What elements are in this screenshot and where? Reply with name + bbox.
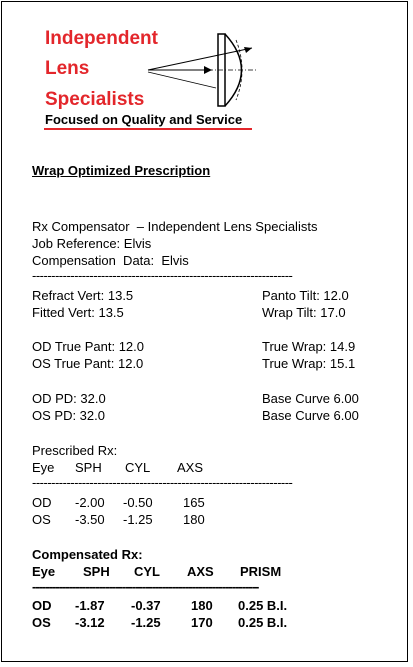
compensated-os-sph: -3.12 bbox=[75, 615, 105, 630]
prescribed-header-axs: AXS bbox=[177, 460, 204, 475]
prescribed-od-axs: 165 bbox=[183, 495, 205, 510]
base-curve-os: Base Curve 6.00 bbox=[262, 408, 359, 423]
prescribed-header-eye: Eye bbox=[32, 460, 55, 475]
compensated-label: Compensated Rx: bbox=[32, 547, 143, 562]
compensated-header-axs: AXS bbox=[187, 564, 214, 579]
compensated-os-eye: OS bbox=[32, 615, 51, 630]
prescribed-od-sph: -2.00 bbox=[75, 495, 105, 510]
compensated-od-prism: 0.25 B.I. bbox=[238, 598, 288, 613]
separator-1: -------------------------------------------------------------------- bbox=[32, 268, 293, 283]
compensated-os-axs: 170 bbox=[191, 615, 213, 630]
lens-diagram-icon bbox=[140, 26, 260, 116]
os-true-pant: OS True Pant: 12.0 bbox=[32, 356, 144, 371]
panto-tilt: Panto Tilt: 12.0 bbox=[262, 288, 349, 303]
compensated-od-sph: -1.87 bbox=[75, 598, 105, 613]
refract-vert: Refract Vert: 13.5 bbox=[32, 288, 134, 303]
compensated-od-cyl: -0.37 bbox=[131, 598, 161, 613]
logo-line-3: Specialists bbox=[45, 89, 145, 110]
prescribed-header-cyl: CYL bbox=[125, 460, 151, 475]
od-pd: OD PD: 32.0 bbox=[32, 391, 106, 406]
separator-3: -------------------------------------------------------------------- bbox=[32, 579, 259, 594]
prescribed-os-sph: -3.50 bbox=[75, 512, 105, 527]
true-wrap-os: True Wrap: 15.1 bbox=[262, 356, 356, 371]
tagline: Focused on Quality and Service bbox=[45, 112, 243, 127]
compensation-data: Compensation Data: Elvis bbox=[32, 253, 189, 268]
prescribed-os-axs: 180 bbox=[183, 512, 205, 527]
prescribed-label: Prescribed Rx: bbox=[32, 443, 118, 458]
page-title: Wrap Optimized Prescription bbox=[32, 163, 211, 178]
prescribed-os-cyl: -1.25 bbox=[123, 512, 153, 527]
prescribed-header-sph: SPH bbox=[75, 460, 102, 475]
separator-2: -------------------------------------------------------------------- bbox=[32, 475, 293, 490]
compensator-line: Rx Compensator – Independent Lens Specialists bbox=[32, 219, 318, 234]
os-pd: OS PD: 32.0 bbox=[32, 408, 105, 423]
compensated-header-prism: PRISM bbox=[240, 564, 282, 579]
job-reference: Job Reference: Elvis bbox=[32, 236, 152, 251]
prescribed-od-cyl: -0.50 bbox=[123, 495, 153, 510]
compensated-header-eye: Eye bbox=[32, 564, 56, 579]
prescribed-od-eye: OD bbox=[32, 495, 52, 510]
wrap-tilt: Wrap Tilt: 17.0 bbox=[262, 305, 346, 320]
compensated-header-cyl: CYL bbox=[134, 564, 160, 579]
prescribed-os-eye: OS bbox=[32, 512, 51, 527]
base-curve-od: Base Curve 6.00 bbox=[262, 391, 359, 406]
compensated-os-prism: 0.25 B.I. bbox=[238, 615, 288, 630]
fitted-vert: Fitted Vert: 13.5 bbox=[32, 305, 124, 320]
compensated-os-cyl: -1.25 bbox=[131, 615, 161, 630]
tagline-rule bbox=[44, 128, 252, 130]
compensated-od-eye: OD bbox=[32, 598, 52, 613]
logo-line-2: Lens bbox=[45, 58, 90, 79]
compensated-od-axs: 180 bbox=[191, 598, 213, 613]
compensated-header-sph: SPH bbox=[83, 564, 110, 579]
od-true-pant: OD True Pant: 12.0 bbox=[32, 339, 145, 354]
true-wrap-od: True Wrap: 14.9 bbox=[262, 339, 356, 354]
logo-line-1: Independent bbox=[45, 28, 158, 49]
